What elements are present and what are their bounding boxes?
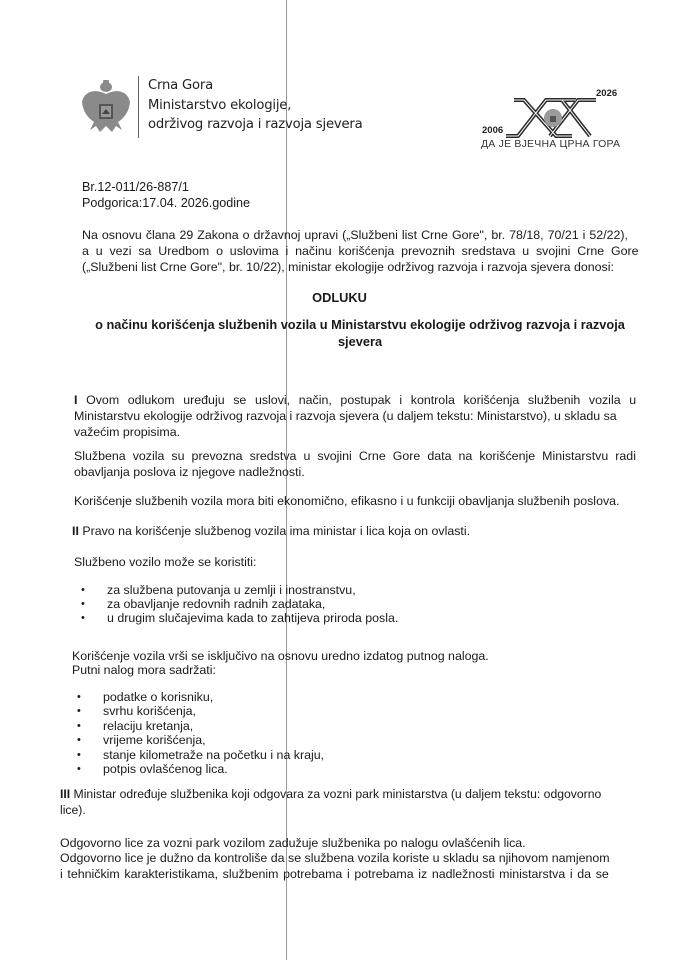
section-text: Ministar određuje službenika koji odgovara za vozni park ministarstva (u daljem tekstu: odgovorno xyxy=(70,787,602,801)
list-item: • stanje kilometraže na početku i na kraju, xyxy=(77,747,325,762)
preamble xyxy=(82,228,639,275)
section-text: Ovom odlukom uređuju se uslovi, način, postupak i kontrola korišćenja službenih vozila u xyxy=(77,393,637,407)
anniversary-year-start: 2006 xyxy=(482,125,504,136)
section-2 xyxy=(72,524,470,540)
list-item: • za službena putovanja u zemlji i inostranstvu, xyxy=(81,583,356,597)
coat-of-arms-icon xyxy=(80,78,132,140)
section-text: lice). xyxy=(60,802,86,817)
bullet-icon: • xyxy=(77,691,81,703)
reference-number: Br.12-011/26-887/1 xyxy=(82,180,189,194)
travel-order-paragraph xyxy=(72,649,489,677)
header-divider xyxy=(138,76,139,138)
list-item: • relaciju kretanja, xyxy=(77,718,194,733)
section-text: Pravo na korišćenje službenog vozila ima ministar i lica koja on ovlasti. xyxy=(78,524,471,538)
list-item: • podatke o korisniku, xyxy=(77,690,214,704)
bullet-icon: • xyxy=(77,748,81,761)
section-3 xyxy=(60,787,601,819)
list-item: • vrijeme korišćenja, xyxy=(77,733,206,748)
anniversary-year-end: 2026 xyxy=(596,88,618,99)
list-item: • svrhu korišćenja, xyxy=(77,704,196,719)
section-1 xyxy=(74,393,637,440)
usage-intro: Službeno vozilo može se koristiti: xyxy=(74,555,257,569)
paragraph-economy xyxy=(74,494,620,510)
section-numeral: I xyxy=(74,393,78,407)
preamble-line: Na osnovu člana 29 Zakona o državnoj upravi („Službeni list Crne Gore", br. 78/18, 70/21 i 52/22), xyxy=(82,228,628,242)
bullet-icon: • xyxy=(77,705,81,718)
paragraph-vehicles xyxy=(74,449,636,481)
paragraph-line: Putni nalog mora sadržati: xyxy=(72,663,216,677)
document-title: ODLUKU xyxy=(312,290,367,305)
usage-list xyxy=(81,583,399,625)
paragraph-line: Službena vozila su prevozna sredstva u svojini Crne Gore data na korišćenje Ministarstvu radi xyxy=(74,449,636,463)
paragraph-line: i tehničkim karakteristikama, službenim potrebama i potrebama iz nadležnosti ministarstva i da se xyxy=(60,866,609,881)
list-item: • potpis ovlašćenog lica. xyxy=(77,762,228,777)
section-numeral: II xyxy=(72,524,79,538)
bullet-icon: • xyxy=(81,584,85,596)
ministry-name-line1: Ministarstvo ekologije, xyxy=(148,97,292,113)
bullet-icon: • xyxy=(81,611,85,624)
bullet-icon: • xyxy=(81,597,85,610)
document-subtitle xyxy=(80,316,640,350)
paragraph-line: Korišćenje vozila vrši se isključivo na osnovu uredno izdatog putnog naloga. xyxy=(72,649,489,663)
anniversary-motto: ДА ЈЕ ВЈЕЧНА ЦРНА ГОРА xyxy=(481,138,621,150)
list-item: • za obavljanje redovnih radnih zadataka, xyxy=(81,596,326,611)
list-item: • u drugim slučajevima kada to zahtijeva priroda posla. xyxy=(81,610,399,625)
preamble-line: a u vezi sa Uredbom o uslovima i načinu korišćenja prevoznih sredstava u svojini Crne Gore xyxy=(82,243,639,258)
subtitle-line1: o načinu korišćenja službenih vozila u Ministarstvu ekologije održivog razvoja i razvoja xyxy=(95,317,625,332)
ministry-name-line2: održivog razvoja i razvoja sjevera xyxy=(148,117,363,132)
bullet-icon: • xyxy=(77,734,81,747)
bullet-icon: • xyxy=(77,763,81,776)
paragraph-line: Korišćenje službenih vozila mora biti ekonomično, efikasno i u funkciji obavljanja službenih poslova. xyxy=(74,494,620,508)
paragraph-line: obavljanja poslova iz njegove nadležnosti. xyxy=(74,464,305,479)
ministry-heading xyxy=(148,76,362,135)
section-text: važećim propisima. xyxy=(74,424,181,439)
responsible-paragraph-2 xyxy=(60,851,610,883)
section-text: Ministarstvu ekologije održivog razvoja i razvoja sjevera (u daljem tekstu: Ministarstvo), u skladu sa xyxy=(74,408,617,423)
paragraph-line: Odgovorno lice je dužno da kontroliše da se službena vozila koriste u skladu sa njihovom namjenom xyxy=(60,851,610,865)
country-name: Crna Gora xyxy=(148,78,214,93)
bullet-icon: • xyxy=(77,719,81,732)
paragraph-line: Odgovorno lice za vozni park vozilom zadužuje službenika po nalogu ovlašćenih lica. xyxy=(60,836,526,850)
subtitle-line2: sjevera xyxy=(337,334,383,349)
responsible-paragraph-1 xyxy=(60,836,526,852)
section-numeral: III xyxy=(60,787,71,801)
travel-order-list xyxy=(77,690,325,777)
reference-block xyxy=(82,180,250,211)
preamble-line: („Službeni list Crne Gore", br. 10/22), ministar ekologije održivog razvoja i razvoja sjevera donosi: xyxy=(82,259,614,274)
place-date: Podgorica:17.04. 2026.godine xyxy=(82,195,251,210)
